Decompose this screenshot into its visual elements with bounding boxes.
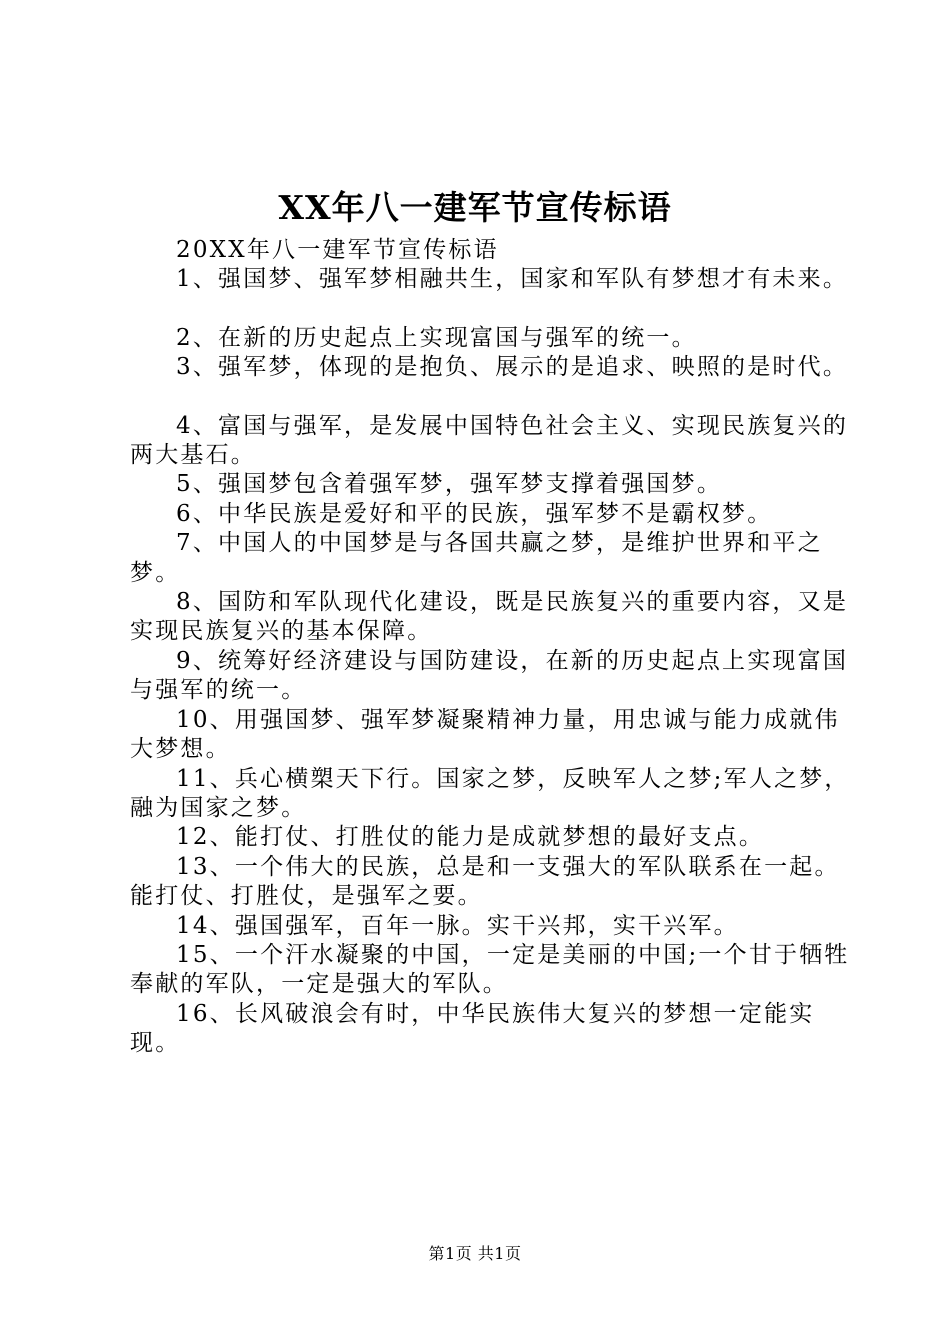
slogan-item-3: 3、强军梦，体现的是抱负、展示的是追求、映照的是时代。 — [176, 354, 849, 381]
slogan-item-6: 6、中华民族是爱好和平的民族，强军梦不是霸权梦。 — [176, 500, 773, 527]
slogan-item-14: 14、强国强军，百年一脉。实干兴邦，实干兴军。 — [176, 912, 739, 939]
slogan-item-2: 2、在新的历史起点上实现富国与强军的统一。 — [176, 324, 697, 351]
page-number-footer: 第1页 共1页 — [428, 1244, 522, 1263]
document-subtitle: 20XX年八一建军节宣传标语 — [176, 237, 499, 263]
paragraph-spacer — [130, 295, 850, 324]
slogan-item-7: 7、中国人的中国梦是与各国共赢之梦，是维护世界和平之梦。 — [130, 530, 823, 586]
slogan-item-4: 4、富国与强军，是发展中国特色社会主义、实现民族复兴的两大基石。 — [130, 412, 849, 469]
slogan-item-1: 1、强国梦、强军梦相融共生，国家和军队有梦想才有未来。 — [176, 266, 849, 293]
slogan-item-13: 13、一个伟大的民族，总是和一支强大的军队联系在一起。能打仗、打胜仗，是强军之要。 — [130, 853, 840, 910]
slogan-item-16: 16、长风破浪会有时，中华民族伟大复兴的梦想一定能实现。 — [130, 1000, 815, 1057]
slogan-item-8: 8、国防和军队现代化建设，既是民族复兴的重要内容，又是实现民族复兴的基本保障。 — [130, 589, 849, 645]
slogan-item-10: 10、用强国梦、强军梦凝聚精神力量，用忠诚与能力成就伟大梦想。 — [130, 706, 840, 763]
paragraph-spacer — [130, 383, 850, 412]
document-title: XX年八一建军节宣传标语 — [278, 188, 672, 227]
slogan-item-15: 15、一个汗水凝聚的中国，一定是美丽的中国;一个甘于牺牲奉献的军队，一定是强大的军队。 — [130, 941, 850, 998]
slogan-item-11: 11、兵心横槊天下行。国家之梦，反映军人之梦;军人之梦，融为国家之梦。 — [130, 765, 850, 821]
document-body — [130, 236, 850, 1059]
slogan-item-5: 5、强国梦包含着强军梦，强军梦支撑着强国梦。 — [176, 471, 723, 498]
slogan-item-12: 12、能打仗、打胜仗的能力是成就梦想的最好支点。 — [176, 824, 765, 851]
slogan-item-9: 9、统筹好经济建设与国防建设，在新的历史起点上实现富国与强军的统一。 — [130, 647, 849, 704]
